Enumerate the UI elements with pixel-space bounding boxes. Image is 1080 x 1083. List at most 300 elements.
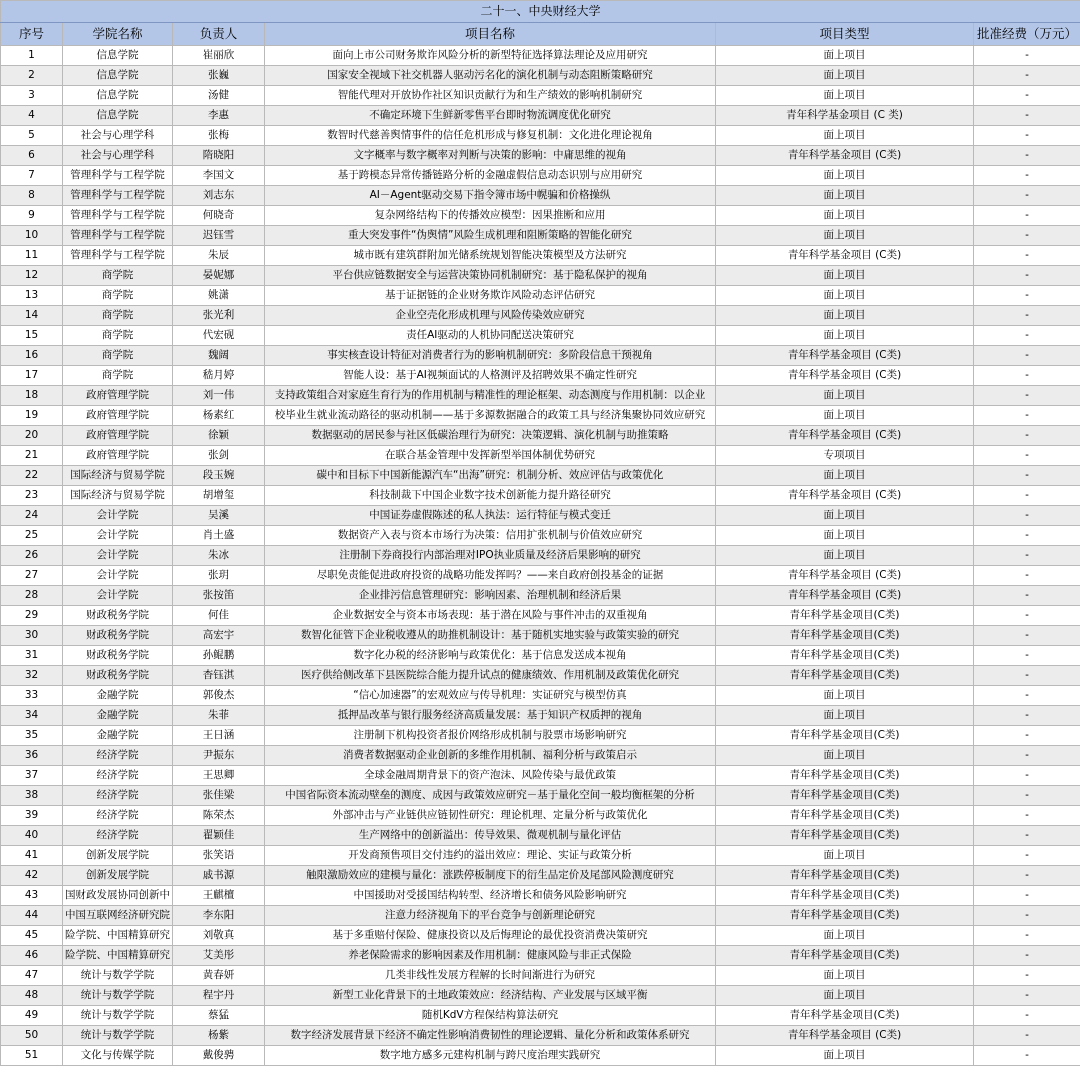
- cell-project-type[interactable]: 面上项目: [716, 966, 974, 986]
- cell-project-type[interactable]: 面上项目: [716, 746, 974, 766]
- cell-project-type[interactable]: 面上项目: [716, 1046, 974, 1066]
- cell-project-name[interactable]: 城市既有建筑群附加光储系统规划智能决策模型及方法研究: [265, 246, 716, 266]
- cell-leader[interactable]: 张笑语: [173, 846, 265, 866]
- cell-project-type[interactable]: 青年科学基金项目(C类): [716, 886, 974, 906]
- cell-project-name[interactable]: 平台供应链数据安全与运营决策协同机制研究：基于隐私保护的视角: [265, 266, 716, 286]
- cell-leader[interactable]: 翟颖佳: [173, 826, 265, 846]
- cell-project-name[interactable]: 在联合基金管理中发挥新型举国体制优势研究: [265, 446, 716, 466]
- cell-funding[interactable]: -: [974, 466, 1080, 486]
- cell-leader[interactable]: 刘敬真: [173, 926, 265, 946]
- cell-project-name[interactable]: 生产网络中的创新溢出：传导效果、微观机制与量化评估: [265, 826, 716, 846]
- cell-index[interactable]: 44: [1, 906, 63, 926]
- cell-project-type[interactable]: 面上项目: [716, 226, 974, 246]
- cell-project-type[interactable]: 面上项目: [716, 386, 974, 406]
- cell-index[interactable]: 5: [1, 126, 63, 146]
- cell-project-name[interactable]: 科技制裁下中国企业数字技术创新能力提升路径研究: [265, 486, 716, 506]
- cell-college[interactable]: 经济学院: [63, 746, 173, 766]
- cell-college[interactable]: 国际经济与贸易学院: [63, 466, 173, 486]
- cell-project-type[interactable]: 青年科学基金项目(C类): [716, 946, 974, 966]
- cell-index[interactable]: 49: [1, 1006, 63, 1026]
- cell-leader[interactable]: 刘一伟: [173, 386, 265, 406]
- cell-funding[interactable]: -: [974, 86, 1080, 106]
- cell-index[interactable]: 36: [1, 746, 63, 766]
- cell-funding[interactable]: -: [974, 786, 1080, 806]
- cell-project-name[interactable]: 面向上市公司财务欺诈风险分析的新型特征选择算法理论及应用研究: [265, 46, 716, 66]
- cell-funding[interactable]: -: [974, 946, 1080, 966]
- cell-project-name[interactable]: 抵押品改革与银行服务经济高质量发展：基于知识产权质押的视角: [265, 706, 716, 726]
- cell-leader[interactable]: 魏阔: [173, 346, 265, 366]
- cell-index[interactable]: 43: [1, 886, 63, 906]
- cell-project-name[interactable]: AI－Agent驱动交易下指令簿市场中幌骗和价格操纵: [265, 186, 716, 206]
- cell-project-name[interactable]: 注册制下券商投行内部治理对IPO执业质量及经济后果影响的研究: [265, 546, 716, 566]
- cell-project-type[interactable]: 青年科学基金项目(C类): [716, 826, 974, 846]
- cell-project-name[interactable]: 外部冲击与产业链供应链韧性研究：理论机理、定量分析与政策优化: [265, 806, 716, 826]
- cell-index[interactable]: 19: [1, 406, 63, 426]
- cell-leader[interactable]: 张佳梁: [173, 786, 265, 806]
- cell-project-name[interactable]: 数据驱动的居民参与社区低碳治理行为研究：决策逻辑、演化机制与助推策略: [265, 426, 716, 446]
- cell-index[interactable]: 22: [1, 466, 63, 486]
- cell-index[interactable]: 29: [1, 606, 63, 626]
- cell-college[interactable]: 国财政发展协同创新中: [63, 886, 173, 906]
- cell-leader[interactable]: 程宇丹: [173, 986, 265, 1006]
- cell-project-name[interactable]: 中国省际资本流动壁垒的测度、成因与政策效应研究－基于量化空间一般均衡框架的分析: [265, 786, 716, 806]
- cell-project-name[interactable]: 数字地方感多元建构机制与跨尺度治理实践研究: [265, 1046, 716, 1066]
- cell-funding[interactable]: -: [974, 346, 1080, 366]
- cell-leader[interactable]: 张玥: [173, 566, 265, 586]
- cell-leader[interactable]: 嵇月婷: [173, 366, 265, 386]
- header-leader[interactable]: 负责人: [173, 23, 265, 46]
- cell-funding[interactable]: -: [974, 866, 1080, 886]
- cell-index[interactable]: 1: [1, 46, 63, 66]
- cell-project-type[interactable]: 青年科学基金项目(C类): [716, 806, 974, 826]
- cell-project-name[interactable]: 中国援助对受援国结构转型、经济增长和债务风险影响研究: [265, 886, 716, 906]
- cell-project-type[interactable]: 面上项目: [716, 46, 974, 66]
- cell-funding[interactable]: -: [974, 906, 1080, 926]
- cell-index[interactable]: 14: [1, 306, 63, 326]
- cell-leader[interactable]: 王日涵: [173, 726, 265, 746]
- cell-leader[interactable]: 胡增玺: [173, 486, 265, 506]
- cell-index[interactable]: 38: [1, 786, 63, 806]
- cell-funding[interactable]: -: [974, 686, 1080, 706]
- cell-leader[interactable]: 郭俊杰: [173, 686, 265, 706]
- cell-project-type[interactable]: 青年科学基金项目(C类): [716, 666, 974, 686]
- cell-index[interactable]: 3: [1, 86, 63, 106]
- cell-college[interactable]: 商学院: [63, 366, 173, 386]
- cell-index[interactable]: 33: [1, 686, 63, 706]
- cell-project-name[interactable]: 消费者数据驱动企业创新的多维作用机制、福利分析与政策启示: [265, 746, 716, 766]
- cell-project-type[interactable]: 青年科学基金项目(C类): [716, 786, 974, 806]
- cell-college[interactable]: 创新发展学院: [63, 846, 173, 866]
- cell-college[interactable]: 金融学院: [63, 706, 173, 726]
- cell-leader[interactable]: 朱菲: [173, 706, 265, 726]
- cell-leader[interactable]: 姚潇: [173, 286, 265, 306]
- cell-project-type[interactable]: 面上项目: [716, 186, 974, 206]
- cell-project-type[interactable]: 青年科学基金项目 (C类): [716, 426, 974, 446]
- cell-college[interactable]: 信息学院: [63, 86, 173, 106]
- cell-index[interactable]: 6: [1, 146, 63, 166]
- cell-project-name[interactable]: 开发商预售项目交付违约的溢出效应：理论、实证与政策分析: [265, 846, 716, 866]
- cell-project-type[interactable]: 青年科学基金项目 (C类): [716, 366, 974, 386]
- cell-index[interactable]: 42: [1, 866, 63, 886]
- cell-project-type[interactable]: 面上项目: [716, 466, 974, 486]
- cell-leader[interactable]: 蔡猛: [173, 1006, 265, 1026]
- cell-college[interactable]: 统计与数学学院: [63, 1006, 173, 1026]
- cell-funding[interactable]: -: [974, 166, 1080, 186]
- cell-funding[interactable]: -: [974, 1006, 1080, 1026]
- cell-funding[interactable]: -: [974, 766, 1080, 786]
- cell-index[interactable]: 34: [1, 706, 63, 726]
- cell-project-type[interactable]: 面上项目: [716, 406, 974, 426]
- cell-leader[interactable]: 晏妮娜: [173, 266, 265, 286]
- cell-college[interactable]: 商学院: [63, 346, 173, 366]
- cell-index[interactable]: 21: [1, 446, 63, 466]
- cell-index[interactable]: 10: [1, 226, 63, 246]
- cell-leader[interactable]: 张按笛: [173, 586, 265, 606]
- cell-index[interactable]: 51: [1, 1046, 63, 1066]
- cell-college[interactable]: 财政税务学院: [63, 606, 173, 626]
- cell-project-name[interactable]: 企业数据安全与资本市场表现：基于潜在风险与事件冲击的双重视角: [265, 606, 716, 626]
- cell-leader[interactable]: 朱冰: [173, 546, 265, 566]
- cell-project-type[interactable]: 面上项目: [716, 706, 974, 726]
- cell-project-type[interactable]: 面上项目: [716, 986, 974, 1006]
- cell-leader[interactable]: 隋晓阳: [173, 146, 265, 166]
- cell-college[interactable]: 会计学院: [63, 586, 173, 606]
- cell-project-name[interactable]: 智能人设：基于AI视频面试的人格测评及招聘效果不确定性研究: [265, 366, 716, 386]
- cell-leader[interactable]: 吴溪: [173, 506, 265, 526]
- cell-project-type[interactable]: 面上项目: [716, 286, 974, 306]
- cell-project-type[interactable]: 面上项目: [716, 206, 974, 226]
- cell-college[interactable]: 政府管理学院: [63, 446, 173, 466]
- cell-index[interactable]: 30: [1, 626, 63, 646]
- cell-funding[interactable]: -: [974, 566, 1080, 586]
- cell-project-type[interactable]: 青年科学基金项目(C类): [716, 766, 974, 786]
- cell-college[interactable]: 社会与心理学科: [63, 146, 173, 166]
- cell-college[interactable]: 商学院: [63, 286, 173, 306]
- cell-index[interactable]: 23: [1, 486, 63, 506]
- cell-project-name[interactable]: 智能代理对开放协作社区知识贡献行为和生产绩效的影响机制研究: [265, 86, 716, 106]
- cell-funding[interactable]: -: [974, 106, 1080, 126]
- cell-funding[interactable]: -: [974, 146, 1080, 166]
- cell-project-name[interactable]: 事实核查设计特征对消费者行为的影响机制研究：多阶段信息干预视角: [265, 346, 716, 366]
- cell-index[interactable]: 37: [1, 766, 63, 786]
- cell-leader[interactable]: 张梅: [173, 126, 265, 146]
- cell-project-type[interactable]: 青年科学基金项目 (C类): [716, 1026, 974, 1046]
- cell-leader[interactable]: 高宏宇: [173, 626, 265, 646]
- cell-leader[interactable]: 陈荣杰: [173, 806, 265, 826]
- cell-project-name[interactable]: 中国证券虚假陈述的私人执法：运行特征与模式变迁: [265, 506, 716, 526]
- cell-project-type[interactable]: 面上项目: [716, 166, 974, 186]
- cell-index[interactable]: 31: [1, 646, 63, 666]
- cell-funding[interactable]: -: [974, 246, 1080, 266]
- cell-project-type[interactable]: 青年科学基金项目(C类): [716, 866, 974, 886]
- cell-project-type[interactable]: 青年科学基金项目(C类): [716, 626, 974, 646]
- cell-leader[interactable]: 黄春妍: [173, 966, 265, 986]
- cell-college[interactable]: 信息学院: [63, 106, 173, 126]
- cell-index[interactable]: 48: [1, 986, 63, 1006]
- cell-index[interactable]: 24: [1, 506, 63, 526]
- cell-funding[interactable]: -: [974, 406, 1080, 426]
- cell-funding[interactable]: -: [974, 666, 1080, 686]
- cell-index[interactable]: 41: [1, 846, 63, 866]
- cell-college[interactable]: 会计学院: [63, 506, 173, 526]
- cell-index[interactable]: 17: [1, 366, 63, 386]
- cell-project-type[interactable]: 青年科学基金项目 (C 类): [716, 106, 974, 126]
- cell-index[interactable]: 2: [1, 66, 63, 86]
- cell-leader[interactable]: 段玉婉: [173, 466, 265, 486]
- cell-index[interactable]: 4: [1, 106, 63, 126]
- cell-project-type[interactable]: 青年科学基金项目(C类): [716, 646, 974, 666]
- cell-index[interactable]: 7: [1, 166, 63, 186]
- cell-index[interactable]: 15: [1, 326, 63, 346]
- cell-project-type[interactable]: 青年科学基金项目(C类): [716, 906, 974, 926]
- cell-index[interactable]: 9: [1, 206, 63, 226]
- cell-college[interactable]: 文化与传媒学院: [63, 1046, 173, 1066]
- cell-funding[interactable]: -: [974, 806, 1080, 826]
- cell-college[interactable]: 金融学院: [63, 686, 173, 706]
- cell-project-type[interactable]: 青年科学基金项目 (C类): [716, 586, 974, 606]
- cell-leader[interactable]: 何晓奇: [173, 206, 265, 226]
- cell-leader[interactable]: 艾美彤: [173, 946, 265, 966]
- cell-funding[interactable]: -: [974, 506, 1080, 526]
- cell-project-type[interactable]: 面上项目: [716, 266, 974, 286]
- cell-project-type[interactable]: 面上项目: [716, 846, 974, 866]
- cell-leader[interactable]: 张剑: [173, 446, 265, 466]
- cell-college[interactable]: 政府管理学院: [63, 386, 173, 406]
- cell-college[interactable]: 会计学院: [63, 526, 173, 546]
- cell-project-name[interactable]: 养老保险需求的影响因素及作用机制：健康风险与非正式保险: [265, 946, 716, 966]
- cell-project-name[interactable]: 支持政策组合对家庭生育行为的作用机制与精准性的理论框架、动态测度与作用机制：以企业: [265, 386, 716, 406]
- cell-project-type[interactable]: 专项项目: [716, 446, 974, 466]
- cell-project-name[interactable]: 碳中和目标下中国新能源汽车“出海”研究：机制分析、效应评估与政策优化: [265, 466, 716, 486]
- cell-leader[interactable]: 刘志东: [173, 186, 265, 206]
- cell-leader[interactable]: 何佳: [173, 606, 265, 626]
- cell-index[interactable]: 47: [1, 966, 63, 986]
- cell-college[interactable]: 社会与心理学科: [63, 126, 173, 146]
- cell-index[interactable]: 18: [1, 386, 63, 406]
- cell-project-name[interactable]: 注册制下机构投资者报价网络形成机制与股票市场影响研究: [265, 726, 716, 746]
- cell-project-type[interactable]: 面上项目: [716, 126, 974, 146]
- cell-funding[interactable]: -: [974, 526, 1080, 546]
- cell-college[interactable]: 管理科学与工程学院: [63, 246, 173, 266]
- cell-project-name[interactable]: 复杂网络结构下的传播效应模型：因果推断和应用: [265, 206, 716, 226]
- cell-leader[interactable]: 李国文: [173, 166, 265, 186]
- cell-funding[interactable]: -: [974, 626, 1080, 646]
- cell-funding[interactable]: -: [974, 646, 1080, 666]
- cell-project-name[interactable]: 数字经济发展背景下经济不确定性影响消费韧性的理论逻辑、量化分析和政策体系研究: [265, 1026, 716, 1046]
- cell-project-name[interactable]: 不确定环境下生鲜新零售平台即时物流调度优化研究: [265, 106, 716, 126]
- cell-college[interactable]: 金融学院: [63, 726, 173, 746]
- cell-funding[interactable]: -: [974, 326, 1080, 346]
- cell-project-type[interactable]: 青年科学基金项目 (C类): [716, 146, 974, 166]
- cell-leader[interactable]: 崔丽欣: [173, 46, 265, 66]
- cell-funding[interactable]: -: [974, 66, 1080, 86]
- cell-leader[interactable]: 王思卿: [173, 766, 265, 786]
- cell-funding[interactable]: -: [974, 606, 1080, 626]
- cell-college[interactable]: 统计与数学学院: [63, 1026, 173, 1046]
- cell-college[interactable]: 管理科学与工程学院: [63, 226, 173, 246]
- cell-project-name[interactable]: 数智时代慈善舆情事件的信任危机形成与修复机制：文化进化理论视角: [265, 126, 716, 146]
- cell-leader[interactable]: 李东阳: [173, 906, 265, 926]
- cell-funding[interactable]: -: [974, 126, 1080, 146]
- cell-project-type[interactable]: 青年科学基金项目 (C类): [716, 346, 974, 366]
- cell-college[interactable]: 管理科学与工程学院: [63, 186, 173, 206]
- cell-index[interactable]: 39: [1, 806, 63, 826]
- cell-index[interactable]: 8: [1, 186, 63, 206]
- cell-project-type[interactable]: 面上项目: [716, 926, 974, 946]
- cell-index[interactable]: 26: [1, 546, 63, 566]
- cell-leader[interactable]: 汤健: [173, 86, 265, 106]
- cell-project-name[interactable]: 新型工业化背景下的土地政策效应：经济结构、产业发展与区域平衡: [265, 986, 716, 1006]
- cell-college[interactable]: 险学院、中国精算研究: [63, 946, 173, 966]
- cell-index[interactable]: 35: [1, 726, 63, 746]
- cell-college[interactable]: 经济学院: [63, 826, 173, 846]
- cell-project-type[interactable]: 青年科学基金项目(C类): [716, 606, 974, 626]
- cell-index[interactable]: 32: [1, 666, 63, 686]
- cell-project-name[interactable]: 数字化办税的经济影响与政策优化：基于信息发送成本视角: [265, 646, 716, 666]
- cell-college[interactable]: 管理科学与工程学院: [63, 206, 173, 226]
- cell-funding[interactable]: -: [974, 46, 1080, 66]
- cell-project-type[interactable]: 面上项目: [716, 506, 974, 526]
- cell-college[interactable]: 商学院: [63, 266, 173, 286]
- cell-index[interactable]: 40: [1, 826, 63, 846]
- cell-leader[interactable]: 张光利: [173, 306, 265, 326]
- cell-project-name[interactable]: 全球金融周期背景下的资产泡沫、风险传染与最优政策: [265, 766, 716, 786]
- cell-college[interactable]: 信息学院: [63, 66, 173, 86]
- cell-project-name[interactable]: 责任AI驱动的人机协同配送决策研究: [265, 326, 716, 346]
- cell-index[interactable]: 13: [1, 286, 63, 306]
- cell-leader[interactable]: 戴俊骋: [173, 1046, 265, 1066]
- cell-project-name[interactable]: 文字概率与数字概率对判断与决策的影响：中庸思维的视角: [265, 146, 716, 166]
- cell-project-name[interactable]: 重大突发事件“伪舆情”风险生成机理和阻断策略的智能化研究: [265, 226, 716, 246]
- cell-funding[interactable]: -: [974, 986, 1080, 1006]
- cell-funding[interactable]: -: [974, 746, 1080, 766]
- cell-college[interactable]: 经济学院: [63, 766, 173, 786]
- cell-project-type[interactable]: 面上项目: [716, 546, 974, 566]
- cell-project-type[interactable]: 青年科学基金项目 (C类): [716, 566, 974, 586]
- cell-college[interactable]: 财政税务学院: [63, 646, 173, 666]
- cell-project-type[interactable]: 青年科学基金项目(C类): [716, 726, 974, 746]
- cell-project-name[interactable]: “信心加速器”的宏观效应与传导机理：实证研究与模型仿真: [265, 686, 716, 706]
- cell-leader[interactable]: 李惠: [173, 106, 265, 126]
- cell-funding[interactable]: -: [974, 966, 1080, 986]
- cell-leader[interactable]: 孙鲲鹏: [173, 646, 265, 666]
- cell-funding[interactable]: -: [974, 846, 1080, 866]
- cell-college[interactable]: 商学院: [63, 306, 173, 326]
- header-project-name[interactable]: 项目名称: [265, 23, 716, 46]
- cell-project-name[interactable]: 注意力经济视角下的平台竞争与创新理论研究: [265, 906, 716, 926]
- cell-leader[interactable]: 张巍: [173, 66, 265, 86]
- header-funding[interactable]: 批准经费（万元）: [974, 23, 1080, 46]
- cell-project-type[interactable]: 面上项目: [716, 526, 974, 546]
- cell-funding[interactable]: -: [974, 586, 1080, 606]
- cell-project-name[interactable]: 医疗供给侧改革下县医院综合能力提升试点的健康绩效、作用机制及政策优化研究: [265, 666, 716, 686]
- cell-leader[interactable]: 朱辰: [173, 246, 265, 266]
- cell-funding[interactable]: -: [974, 926, 1080, 946]
- cell-leader[interactable]: 代宏砚: [173, 326, 265, 346]
- cell-project-name[interactable]: 数据资产入表与资本市场行为决策：信用扩张机制与价值效应研究: [265, 526, 716, 546]
- cell-index[interactable]: 12: [1, 266, 63, 286]
- cell-college[interactable]: 险学院、中国精算研究: [63, 926, 173, 946]
- cell-index[interactable]: 50: [1, 1026, 63, 1046]
- cell-leader[interactable]: 杨素红: [173, 406, 265, 426]
- cell-index[interactable]: 16: [1, 346, 63, 366]
- cell-project-type[interactable]: 面上项目: [716, 686, 974, 706]
- cell-college[interactable]: 信息学院: [63, 46, 173, 66]
- cell-funding[interactable]: -: [974, 206, 1080, 226]
- cell-funding[interactable]: -: [974, 446, 1080, 466]
- cell-funding[interactable]: -: [974, 186, 1080, 206]
- cell-funding[interactable]: -: [974, 286, 1080, 306]
- cell-leader[interactable]: 戚书源: [173, 866, 265, 886]
- cell-index[interactable]: 20: [1, 426, 63, 446]
- cell-index[interactable]: 45: [1, 926, 63, 946]
- cell-index[interactable]: 46: [1, 946, 63, 966]
- cell-leader[interactable]: 杳钰淇: [173, 666, 265, 686]
- cell-college[interactable]: 商学院: [63, 326, 173, 346]
- cell-college[interactable]: 国际经济与贸易学院: [63, 486, 173, 506]
- cell-funding[interactable]: -: [974, 1026, 1080, 1046]
- cell-project-type[interactable]: 面上项目: [716, 306, 974, 326]
- cell-index[interactable]: 27: [1, 566, 63, 586]
- cell-college[interactable]: 创新发展学院: [63, 866, 173, 886]
- cell-funding[interactable]: -: [974, 366, 1080, 386]
- cell-project-name[interactable]: 企业排污信息管理研究：影响因素、治理机制和经济后果: [265, 586, 716, 606]
- cell-funding[interactable]: -: [974, 226, 1080, 246]
- cell-project-type[interactable]: 面上项目: [716, 326, 974, 346]
- cell-college[interactable]: 财政税务学院: [63, 626, 173, 646]
- cell-leader[interactable]: 王麒檀: [173, 886, 265, 906]
- cell-index[interactable]: 11: [1, 246, 63, 266]
- cell-project-name[interactable]: 国家安全视域下社交机器人驱动污名化的演化机制与动态阻断策略研究: [265, 66, 716, 86]
- cell-project-name[interactable]: 尽职免责能促进政府投资的战略功能发挥吗？——来自政府创投基金的证据: [265, 566, 716, 586]
- cell-college[interactable]: 统计与数学学院: [63, 986, 173, 1006]
- cell-funding[interactable]: -: [974, 306, 1080, 326]
- cell-college[interactable]: 统计与数学学院: [63, 966, 173, 986]
- cell-project-name[interactable]: 触限激励效应的建模与量化：涨跌停板制度下的衍生品定价及尾部风险测度研究: [265, 866, 716, 886]
- header-project-type[interactable]: 项目类型: [716, 23, 974, 46]
- cell-college[interactable]: 政府管理学院: [63, 426, 173, 446]
- header-index[interactable]: 序号: [1, 23, 63, 46]
- cell-funding[interactable]: -: [974, 486, 1080, 506]
- cell-project-type[interactable]: 面上项目: [716, 66, 974, 86]
- cell-leader[interactable]: 肖土盛: [173, 526, 265, 546]
- cell-funding[interactable]: -: [974, 546, 1080, 566]
- cell-college[interactable]: 管理科学与工程学院: [63, 166, 173, 186]
- cell-funding[interactable]: -: [974, 886, 1080, 906]
- cell-leader[interactable]: 尹振东: [173, 746, 265, 766]
- cell-leader[interactable]: 迟钰雪: [173, 226, 265, 246]
- cell-project-name[interactable]: 基于多重赔付保险、健康投资以及后悔理论的最优投资消费决策研究: [265, 926, 716, 946]
- cell-college[interactable]: 会计学院: [63, 546, 173, 566]
- cell-project-name[interactable]: 基于证据链的企业财务欺诈风险动态评估研究: [265, 286, 716, 306]
- cell-college[interactable]: 会计学院: [63, 566, 173, 586]
- cell-college[interactable]: 经济学院: [63, 786, 173, 806]
- cell-college[interactable]: 中国互联网经济研究院: [63, 906, 173, 926]
- cell-project-type[interactable]: 青年科学基金项目 (C类): [716, 486, 974, 506]
- cell-project-name[interactable]: 随机KdV方程保结构算法研究: [265, 1006, 716, 1026]
- cell-college[interactable]: 财政税务学院: [63, 666, 173, 686]
- cell-leader[interactable]: 徐颖: [173, 426, 265, 446]
- cell-funding[interactable]: -: [974, 826, 1080, 846]
- cell-project-name[interactable]: 数智化征管下企业税收遵从的助推机制设计：基于随机实地实验与政策实验的研究: [265, 626, 716, 646]
- cell-project-name[interactable]: 企业空壳化形成机理与风险传染效应研究: [265, 306, 716, 326]
- cell-project-type[interactable]: 青年科学基金项目 (C类): [716, 246, 974, 266]
- sheet-title[interactable]: 二十一、中央财经大学: [1, 1, 1080, 23]
- cell-project-type[interactable]: 面上项目: [716, 86, 974, 106]
- cell-funding[interactable]: -: [974, 726, 1080, 746]
- cell-index[interactable]: 28: [1, 586, 63, 606]
- cell-project-name[interactable]: 几类非线性发展方程解的长时间渐进行为研究: [265, 966, 716, 986]
